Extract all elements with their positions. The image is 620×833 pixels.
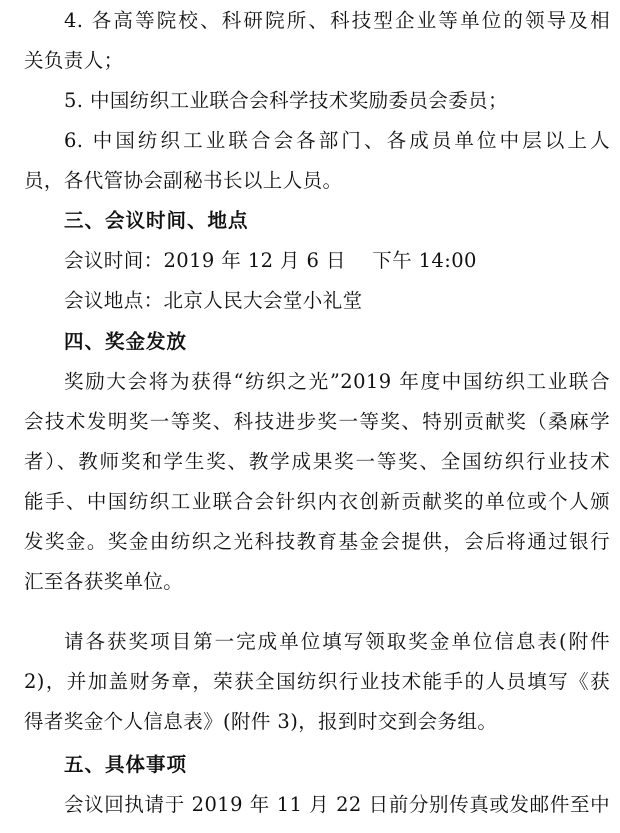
paragraph-5-line-2: 2)，并加盖财务章，荣获全国纺织行业技术能手的人员填写《获 <box>24 670 610 693</box>
paragraph-4-line-5: 发奖金。奖金由纺织之光科技教育基金会提供，会后将通过银行 <box>24 530 610 553</box>
paragraph-4-line-2: 会技术发明奖一等奖、科技进步奖一等奖、特别贡献奖（桑麻学 <box>24 410 610 433</box>
list-item-6-line-1: 6. 中国纺织工业联合会各部门、各成员单位中层以上人 <box>64 129 610 152</box>
paragraph-4-line-6: 汇至各获奖单位。 <box>24 570 184 593</box>
paragraph-4-line-4: 能手、中国纺织工业联合会针织内衣创新贡献奖的单位或个人颁 <box>24 490 610 513</box>
paragraph-4-line-3: 者）、教师奖和学生奖、教学成果奖一等奖、全国纺织行业技术 <box>24 450 610 473</box>
list-item-6-line-2: 员，各代管协会副秘书长以上人员。 <box>24 169 343 192</box>
meeting-time: 会议时间：2019 年 12 月 6 日 下午 14:00 <box>64 249 477 272</box>
meeting-location: 会议地点：北京人民大会堂小礼堂 <box>64 289 363 312</box>
list-item-4-line-1: 4. 各高等院校、科研院所、科技型企业等单位的领导及相 <box>64 9 610 32</box>
paragraph-5-line-1: 请各获奖项目第一完成单位填写领取奖金单位信息表(附件 <box>64 630 610 653</box>
list-item-5: 5. 中国纺织工业联合会科学技术奖励委员会委员； <box>64 89 508 112</box>
paragraph-4-line-1: 奖励大会将为获得“纺织之光”2019 年度中国纺织工业联合 <box>64 370 610 393</box>
list-item-4-line-2: 关负责人； <box>24 49 124 72</box>
paragraph-5-line-3: 得者奖金个人信息表》(附件 3)，报到时交到会务组。 <box>24 710 498 733</box>
paragraph-6-line-1: 会议回执请于 2019 年 11 月 22 日前分别传真或发邮件至中 <box>64 793 610 816</box>
section-heading-3: 三、会议时间、地点 <box>64 209 249 232</box>
section-heading-4: 四、奖金发放 <box>64 330 188 353</box>
section-heading-5: 五、具体事项 <box>64 753 188 776</box>
